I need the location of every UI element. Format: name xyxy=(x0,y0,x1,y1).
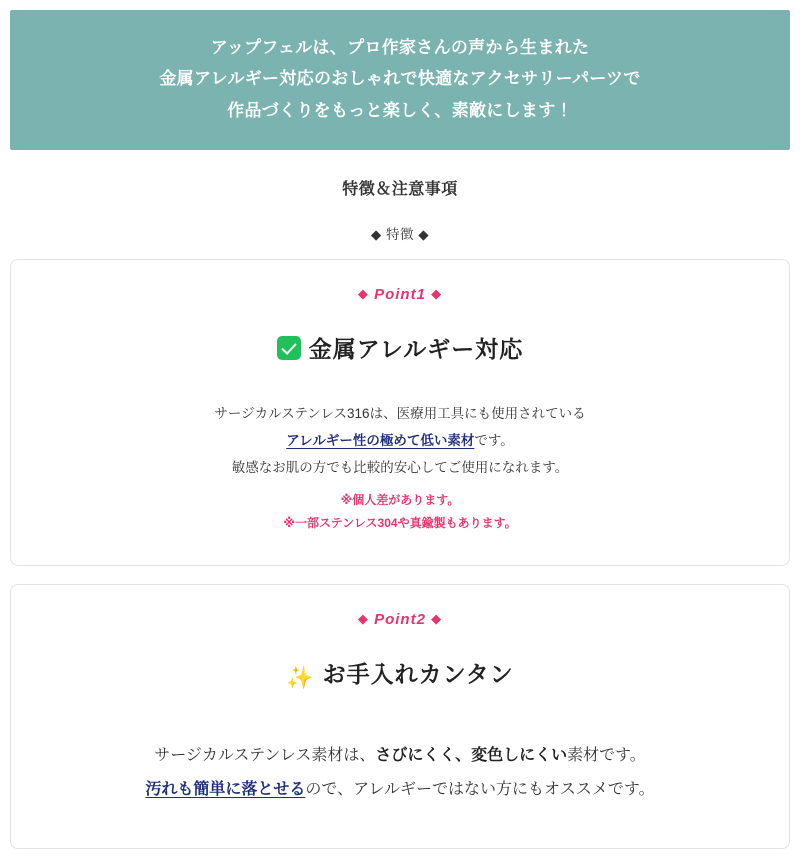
card-heading-text-1: 金属アレルギー対応 xyxy=(308,336,524,363)
green-check-icon xyxy=(277,336,301,366)
hero-line-1: アップフェルは、プロ作家さんの声から生まれた xyxy=(210,38,590,57)
hero-line-2: 金属アレルギー対応のおしゃれで快適なアクセサリーパーツで xyxy=(159,69,641,89)
feature-card-point1 xyxy=(10,259,790,566)
section-title: 特徴＆注意事項 xyxy=(342,181,458,199)
point-label-1 xyxy=(31,286,769,303)
card1-line-2 xyxy=(31,427,769,454)
card2-link[interactable]: 汚れも簡単に落とせる xyxy=(145,780,306,798)
card2-line-1-tail: 素材です。 xyxy=(567,746,646,764)
diamond-left-icon: ◆ xyxy=(357,610,369,626)
diamond-right-icon: ◆ xyxy=(431,286,443,302)
card1-line-3: 敏感なお肌の方でも比較的安心してご使用になれます。 xyxy=(231,460,569,476)
card2-line-1-head: サージカルステンレス素材は、 xyxy=(154,746,376,764)
section-subtitle: ◆ 特徴 ◆ xyxy=(370,227,430,243)
card1-line-1: サージカルステンレス316は、医療用工具にも使用されている xyxy=(214,406,586,422)
diamond-left-icon: ◆ xyxy=(357,286,369,302)
card2-line-2-tail: ので、アレルギーではない方にもオススメです。 xyxy=(305,780,655,798)
point-label-text-2: Point2 xyxy=(374,610,426,628)
card-heading-1 xyxy=(31,331,769,366)
card-heading-2 xyxy=(31,656,769,691)
diamond-right-icon: ◆ xyxy=(431,610,443,626)
point-label-text-1: Point1 xyxy=(374,286,426,304)
card1-link[interactable]: アレルギー性の極めて低い素材 xyxy=(286,433,475,449)
card2-line-1 xyxy=(31,739,769,773)
card1-line-2-tail: です。 xyxy=(474,433,514,449)
card-heading-text-2: お手入れカンタン xyxy=(322,660,514,687)
card2-line-1-strong: さびにくく、変色しにくい xyxy=(375,746,568,764)
point-label-2 xyxy=(31,611,769,628)
sparkles-icon: ✨ xyxy=(286,664,315,690)
feature-card-point2 xyxy=(10,584,790,849)
card1-note-1: ※個人差があります。 xyxy=(340,493,460,508)
card2-line-2 xyxy=(31,773,769,807)
card1-note-2: ※一部ステンレス304や真鍮製もあります。 xyxy=(283,516,517,531)
hero-banner xyxy=(10,10,790,150)
hero-line-3: 作品づくりをもっと楽しく、素敵にします！ xyxy=(227,100,573,120)
